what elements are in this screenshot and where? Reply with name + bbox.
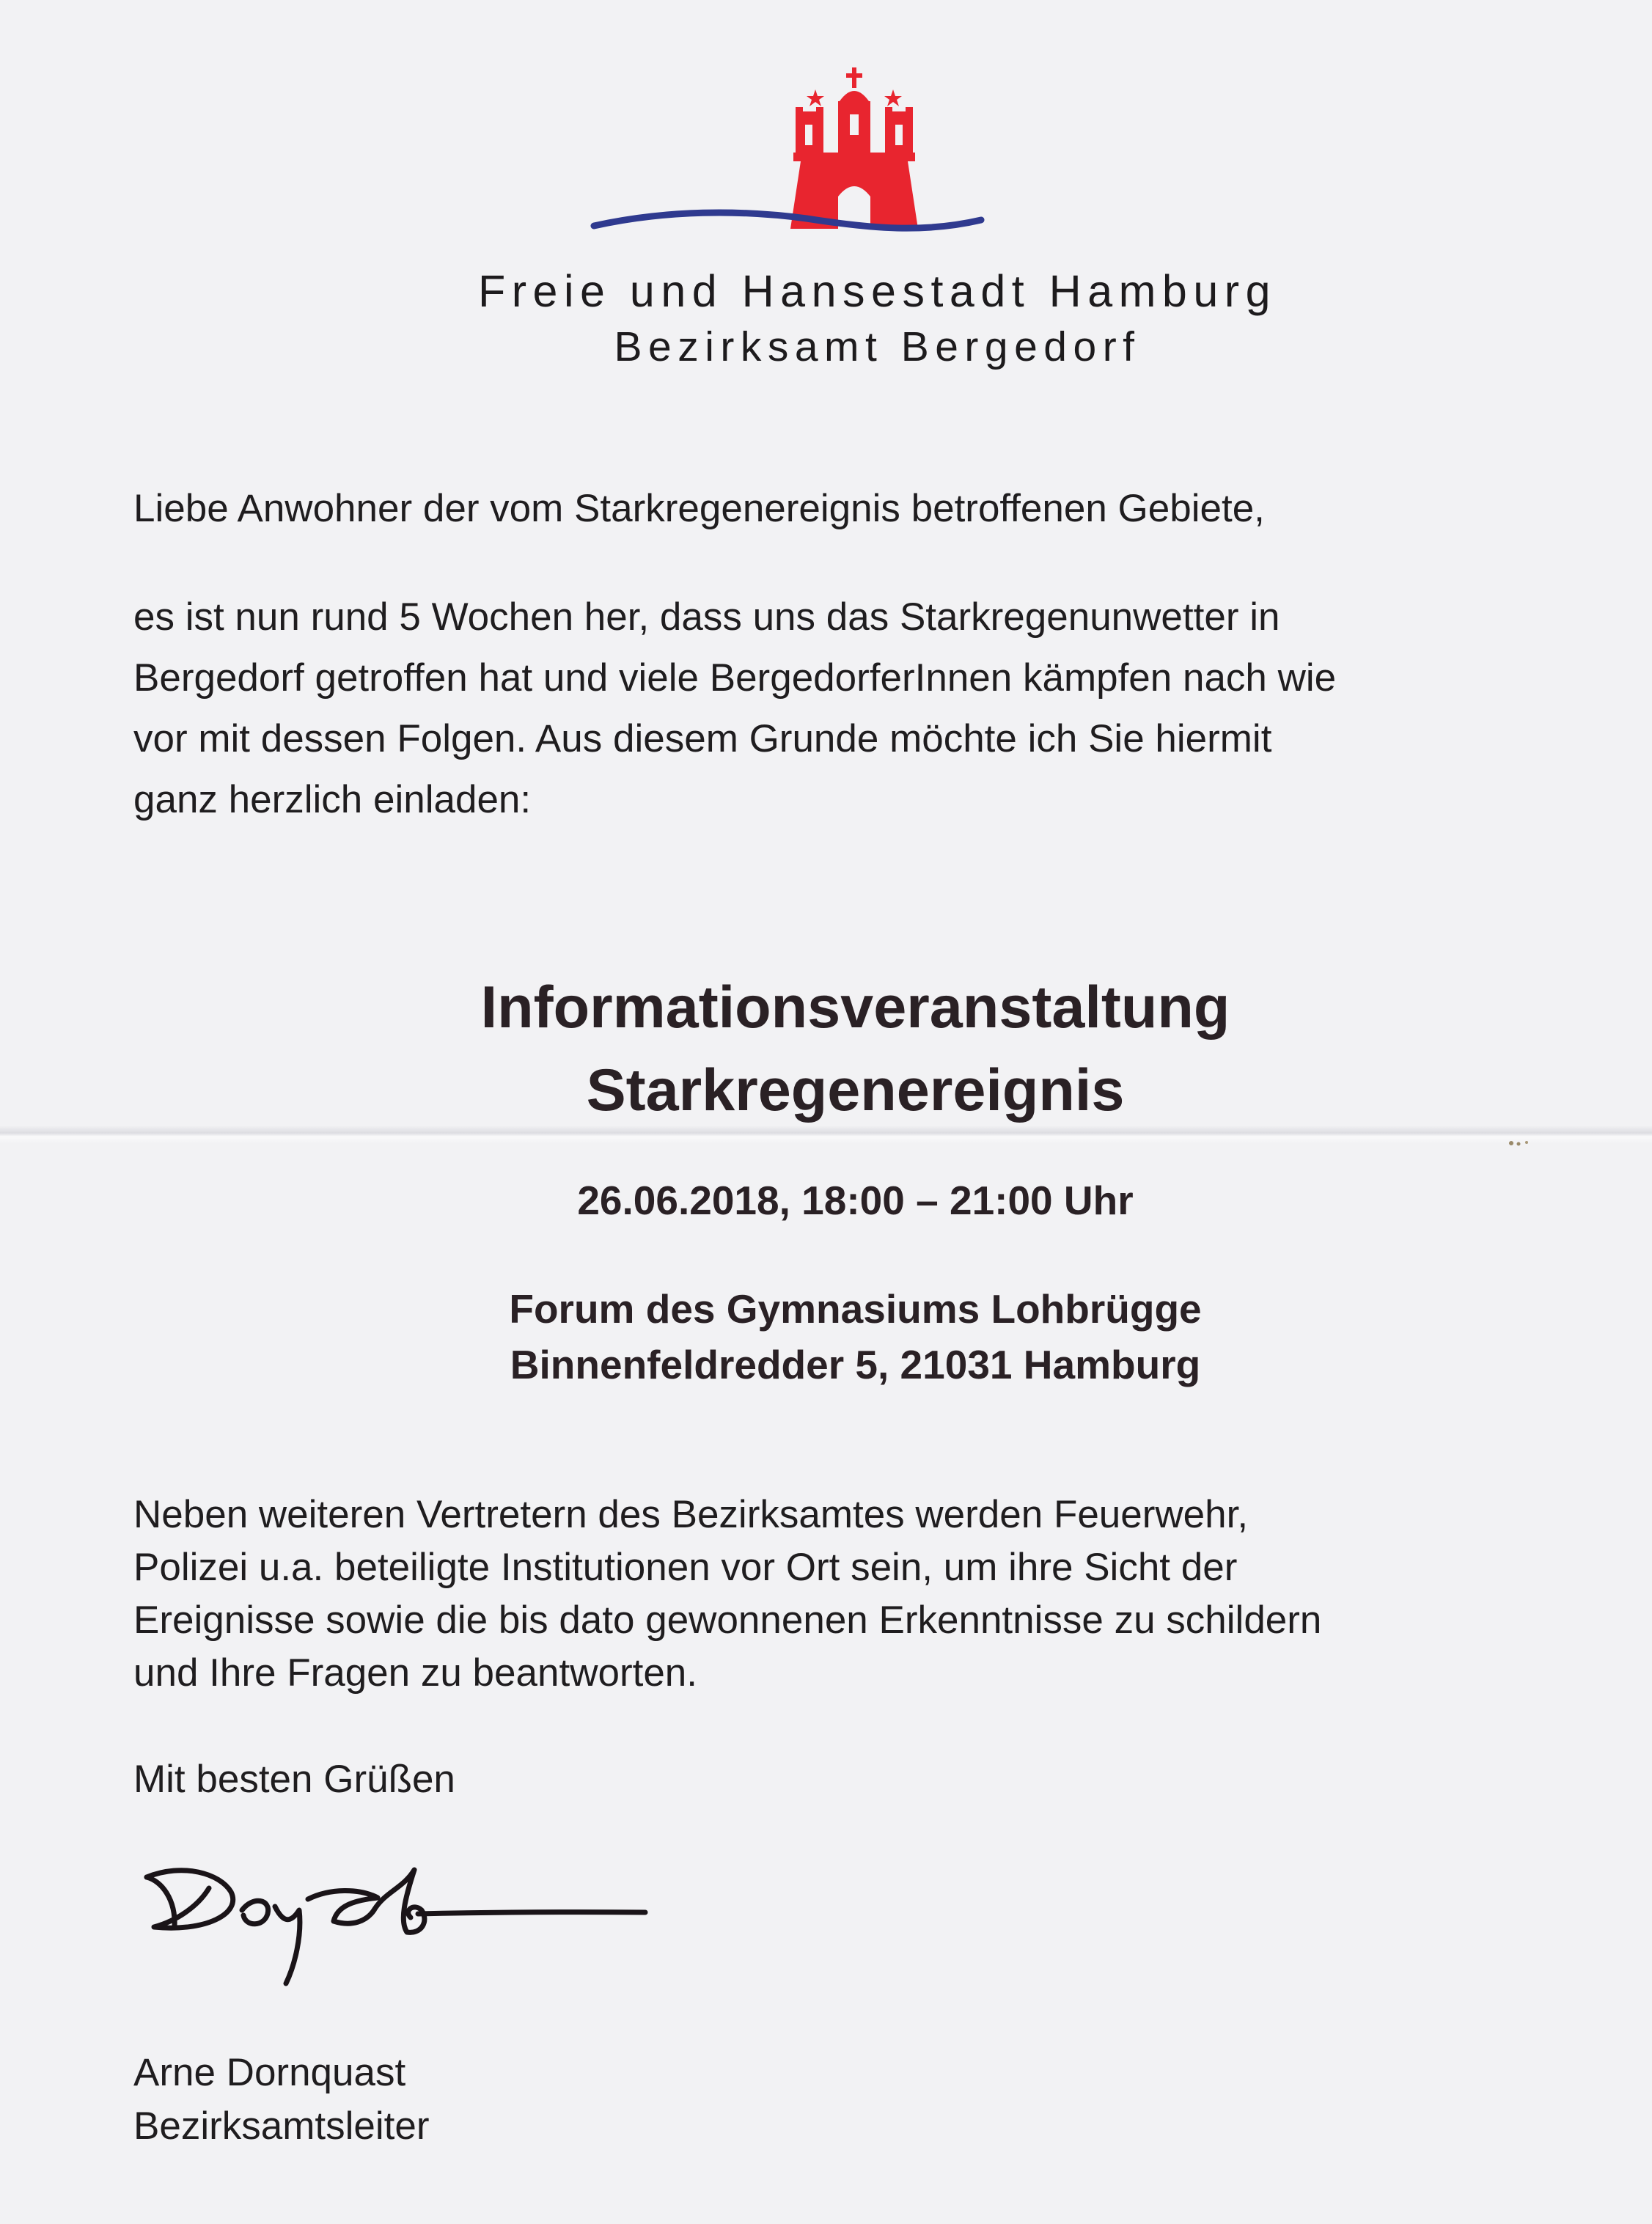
- details-paragraph: [133, 1489, 1582, 1700]
- intro-line: vor mit dessen Folgen. Aus diesem Grunde möchte ich Sie hiermit: [133, 717, 1272, 760]
- signer-name: Arne Dornquast: [133, 2051, 406, 2094]
- details-line: Neben weiteren Vertretern des Bezirksamtes werden Feuerwehr,: [133, 1493, 1249, 1536]
- salutation: Liebe Anwohner der vom Starkregenereignis betroffenen Gebiete,: [133, 487, 1265, 530]
- event-title: [0, 966, 1652, 1132]
- letterhead-city-name: Freie und Hansestadt Hamburg: [477, 266, 1277, 316]
- intro-paragraph: [133, 587, 1582, 830]
- paper-speck: [1507, 1139, 1536, 1148]
- signer-block: [133, 2046, 1582, 2153]
- details-line: Polizei u.a. beteiligte Institutionen vor Ort sein, um ihre Sicht der: [133, 1546, 1238, 1589]
- intro-line: ganz herzlich einladen:: [133, 778, 532, 821]
- signature-icon: [132, 1848, 660, 1994]
- venue-line: Forum des Gymnasiums Lohbrügge: [509, 1286, 1202, 1332]
- hamburg-castle-logo-icon: [587, 66, 990, 257]
- signer-title: Bezirksamtsleiter: [133, 2104, 430, 2148]
- details-line: und Ihre Fragen zu beantworten.: [133, 1651, 697, 1695]
- event-title-line: Starkregenereignis: [586, 1057, 1125, 1123]
- letterhead-district-office: Bezirksamt Bergedorf: [614, 323, 1141, 370]
- event-title-line: Informationsveranstaltung: [480, 975, 1230, 1041]
- event-datetime: 26.06.2018, 18:00 – 21:00 Uhr: [577, 1178, 1134, 1223]
- intro-line: Bergedorf getroffen hat und viele BergedorferInnen kämpfen nach wie: [133, 656, 1337, 700]
- closing-greeting: Mit besten Grüßen: [133, 1758, 455, 1801]
- event-venue: [0, 1281, 1652, 1392]
- intro-line: es ist nun rund 5 Wochen her, dass uns das Starkregenunwetter in: [133, 595, 1280, 639]
- venue-line: Binnenfeldredder 5, 21031 Hamburg: [510, 1342, 1201, 1387]
- details-line: Ereignisse sowie die bis dato gewonnenen Erkenntnisse zu schildern: [133, 1599, 1322, 1642]
